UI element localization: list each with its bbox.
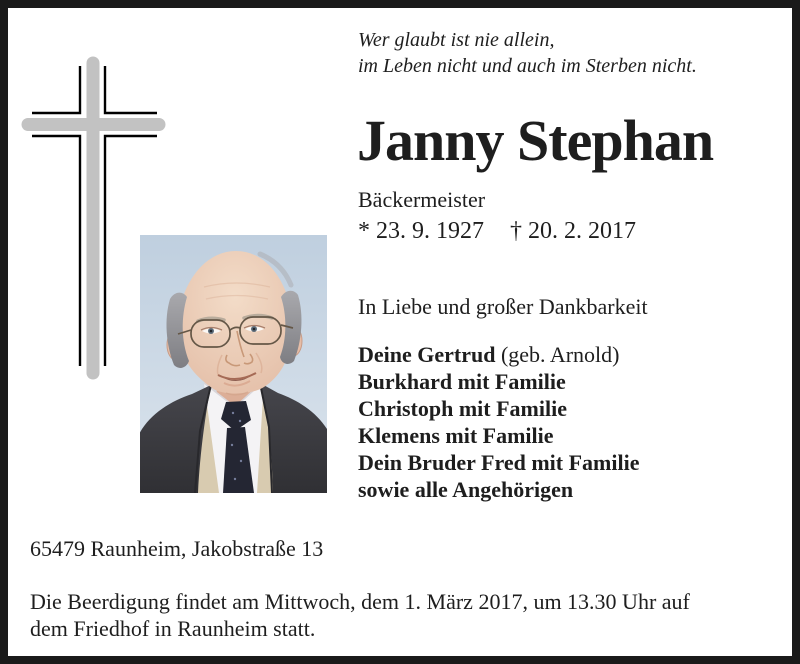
funeral-line-1: Die Beerdigung findet am Mittwoch, dem 1. März 2017, um 13.30 Uhr auf — [30, 589, 690, 614]
life-dates — [358, 217, 636, 245]
mourner-row — [358, 395, 639, 422]
profession-label: Bäckermeister — [358, 187, 486, 212]
family-address: 65479 Raunheim, Jakobstraße 13 — [30, 536, 324, 561]
portrait-photo — [140, 235, 327, 493]
mourner-name: Dein Bruder Fred mit Familie — [358, 450, 640, 475]
mourner-row — [358, 449, 639, 476]
gratitude-line: In Liebe und großer Dankbarkeit — [358, 294, 648, 319]
birth-date: * 23. 9. 1927 — [358, 218, 484, 244]
mourners-list — [358, 341, 639, 503]
death-date: † 20. 2. 2017 — [510, 218, 636, 244]
mourner-row — [358, 368, 639, 395]
mourner-name: sowie alle Angehörigen — [358, 477, 574, 502]
mourner-suffix: (geb. Arnold) — [495, 342, 620, 367]
epigraph-line-2: im Leben nicht und auch im Sterben nicht. — [358, 55, 697, 77]
epigraph-line-1: Wer glaubt ist nie allein, — [358, 29, 555, 51]
funeral-line-2: dem Friedhof in Raunheim statt. — [30, 615, 316, 641]
mourner-name: Deine Gertrud — [358, 342, 496, 367]
mourner-row — [358, 476, 639, 503]
mourner-row — [358, 422, 639, 449]
deceased-name: Janny Stephan — [357, 108, 714, 173]
mourner-name: Burkhard mit Familie — [358, 369, 566, 394]
portrait-graphic — [140, 235, 327, 493]
funeral-details — [30, 589, 690, 642]
mourner-name: Christoph mit Familie — [358, 396, 567, 421]
mourner-name: Klemens mit Familie — [358, 423, 554, 448]
mourner-row — [358, 341, 639, 368]
epigraph-quote — [358, 27, 697, 79]
